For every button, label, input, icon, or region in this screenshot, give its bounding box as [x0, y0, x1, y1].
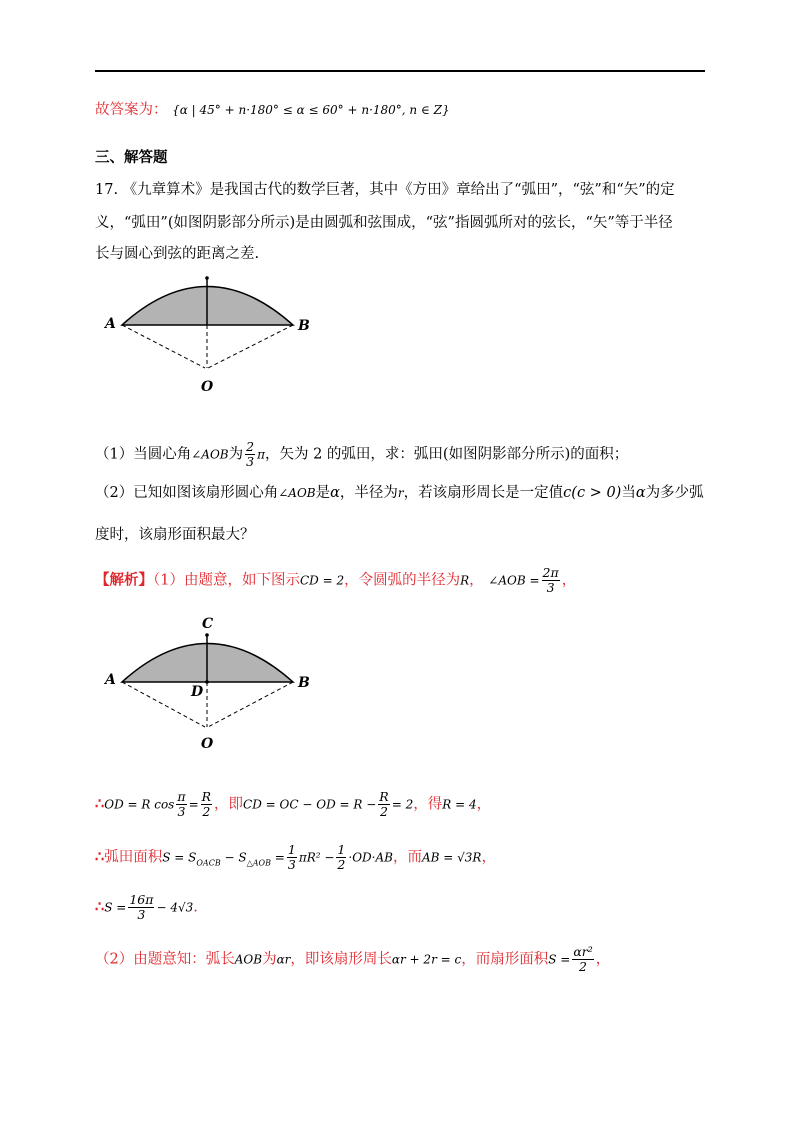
q1-frac-num: 2 [246, 439, 255, 454]
question-2-line-2: 度时，该扇形面积最大？ [95, 527, 255, 543]
step2-sub2: △AOB [246, 858, 271, 868]
analysis-angle: ∠AOB = [488, 573, 540, 588]
part2-t2: 为 [262, 951, 277, 968]
part2-frac [572, 945, 593, 974]
problem-number: 17. [95, 182, 119, 198]
analysis-line [95, 566, 576, 595]
label-d: D [191, 684, 204, 700]
radius-ob [208, 325, 293, 368]
step1-eq2-end: = 2 [391, 797, 414, 812]
q2-part3: ，半径为 [339, 485, 398, 501]
step3-rest: − 4√3 [156, 900, 194, 915]
step1-frac2 [201, 790, 212, 819]
problem-line-3: 长与圆心到弦的距离之差. [95, 246, 260, 262]
q1-pi: π [257, 447, 265, 462]
analysis-text1: （1）由题意，如下图示 [153, 572, 300, 589]
analysis-tag: 【解析】 [95, 571, 153, 589]
step1-t1: ，即 [214, 796, 244, 813]
step3-f-num: 16π [129, 892, 154, 907]
q2-r: r [397, 486, 404, 500]
step2-sub1: OACB [196, 858, 221, 868]
therefore-symbol: ∴ [95, 795, 105, 813]
section-heading: 三、解答题 [95, 149, 168, 166]
q2-part5: 当 [621, 485, 636, 501]
step2-f-num: 1 [287, 842, 296, 857]
step-3 [95, 893, 198, 922]
step1-f3-den: 2 [380, 804, 388, 819]
radius-ob [208, 682, 293, 727]
step1-frac1 [176, 790, 186, 819]
label-b: B [298, 675, 310, 691]
analysis-comma: ， [469, 572, 484, 589]
part2-ar: αr [276, 952, 291, 967]
q2-alpha: α [330, 485, 340, 501]
step2-ab: AB = √3R [421, 850, 482, 865]
step1-frac3 [378, 790, 389, 819]
part2-end: ， [595, 951, 611, 968]
part2-t1: （2）由题意知：弧长 [95, 951, 235, 968]
q2-part2: 是 [315, 485, 331, 501]
answer-line [95, 100, 450, 120]
part2-f-num: αr² [573, 944, 593, 959]
question-2-line-1 [95, 483, 704, 503]
step2-term1: πR² − [298, 850, 335, 865]
step1-f1-den: 3 [177, 804, 186, 819]
problem-text-1: 《九章算术》是我国古代的数学巨著，其中《方田》章给出了“弧田”，“弦”和“矢”的定 [122, 182, 675, 198]
problem-line-1 [95, 180, 675, 200]
therefore-symbol: ∴ [95, 898, 105, 916]
step2-f-den: 3 [287, 857, 296, 872]
step1-eq2: CD = OC − OD = R − [243, 797, 377, 812]
part2-solution [95, 945, 610, 974]
q1-frac-den: 3 [246, 454, 255, 469]
step1-eq-mid: = [188, 797, 199, 812]
part2-s: S = [548, 952, 571, 967]
step3-f-den: 3 [137, 907, 146, 922]
label-o: O [201, 379, 214, 395]
analysis-end: ， [561, 572, 577, 589]
q1-fraction [245, 440, 255, 469]
part2-f-den: 2 [579, 959, 587, 974]
q1-is: 为 [228, 446, 244, 463]
step3-frac [128, 893, 154, 922]
figure-1 [95, 268, 335, 398]
header-rule [95, 70, 705, 72]
label-o: O [201, 736, 214, 752]
label-a: A [105, 316, 116, 332]
q2-part6: 为多少弧 [645, 485, 704, 501]
top-point [205, 276, 209, 280]
label-a: A [105, 672, 116, 688]
analysis-text2: ，令圆弧的半径为 [344, 572, 461, 589]
q1-prefix: （1）当圆心角 [95, 446, 192, 463]
figure-2 [95, 612, 335, 752]
step-2 [95, 843, 496, 873]
analysis-frac-num: 2π [542, 565, 559, 580]
problem-line-2: 义，“弧田”(如图阴影部分所示)是由圆弧和弦围成，“弦”指圆弧所对的弦长，“矢”等于半径 [95, 215, 673, 231]
answer-label: 故答案为： [95, 102, 168, 118]
analysis-r: R [460, 573, 470, 588]
step3-s: S = [104, 900, 127, 915]
label-c: C [202, 616, 214, 632]
analysis-frac-den: 3 [546, 580, 555, 595]
part2-t4: ，而扇形面积 [461, 951, 549, 968]
step2-frac1 [287, 843, 297, 872]
question-1 [95, 440, 628, 469]
step2-f2-den: 2 [337, 857, 346, 872]
q2-part1: （2）已知如图该扇形圆心角 [95, 485, 279, 501]
step1-f3-num: R [379, 789, 389, 804]
step1-result: R = 4 [442, 797, 477, 812]
q2-part4: ，若该扇形周长是一定值 [403, 485, 564, 501]
step1-f2-num: R [201, 789, 212, 804]
part2-perim: αr + 2r = c [391, 952, 462, 967]
radius-oa [122, 325, 205, 368]
step2-t1: ，而 [392, 849, 422, 866]
q1-angle: ∠AOB [191, 447, 229, 462]
q1-rest: ，矢为 2 的弧田，求：弧田(如图阴影部分所示)的面积； [264, 446, 629, 463]
step2-frac2 [336, 843, 346, 872]
q2-alpha2: α [635, 485, 646, 501]
step3-end: . [193, 899, 198, 916]
label-b: B [298, 318, 310, 334]
step2-eq: S = S [162, 850, 197, 865]
step2-t2: ， [481, 849, 496, 866]
step2-f2-num: 1 [337, 842, 346, 857]
step1-f1-num: π [177, 789, 186, 804]
analysis-cd: CD = 2 [299, 573, 345, 588]
q2-angle: ∠AOB [278, 486, 316, 500]
part2-aob: AOB [234, 952, 263, 967]
step2-minus: − S [220, 850, 247, 865]
step1-eq1: OD = R cos [104, 797, 175, 812]
therefore-symbol: ∴ [95, 848, 105, 866]
answer-formula: {α | 45° + n·180° ≤ α ≤ 60° + n·180°, n ∈ Z} [172, 103, 450, 117]
step1-f2-den: 2 [202, 804, 211, 819]
step1-t2: ，得 [413, 796, 443, 813]
step2-term2: ·OD·AB [348, 850, 393, 865]
part2-t3: ，即该扇形周长 [290, 951, 392, 968]
q2-c-expr: c(c > 0) [563, 485, 622, 501]
step1-t3: ， [476, 796, 492, 813]
step2-eq-b: = [270, 850, 285, 865]
analysis-fraction [542, 566, 560, 595]
step-1 [95, 790, 491, 819]
point-c [205, 633, 209, 637]
step2-label: 弧田面积 [104, 849, 163, 866]
